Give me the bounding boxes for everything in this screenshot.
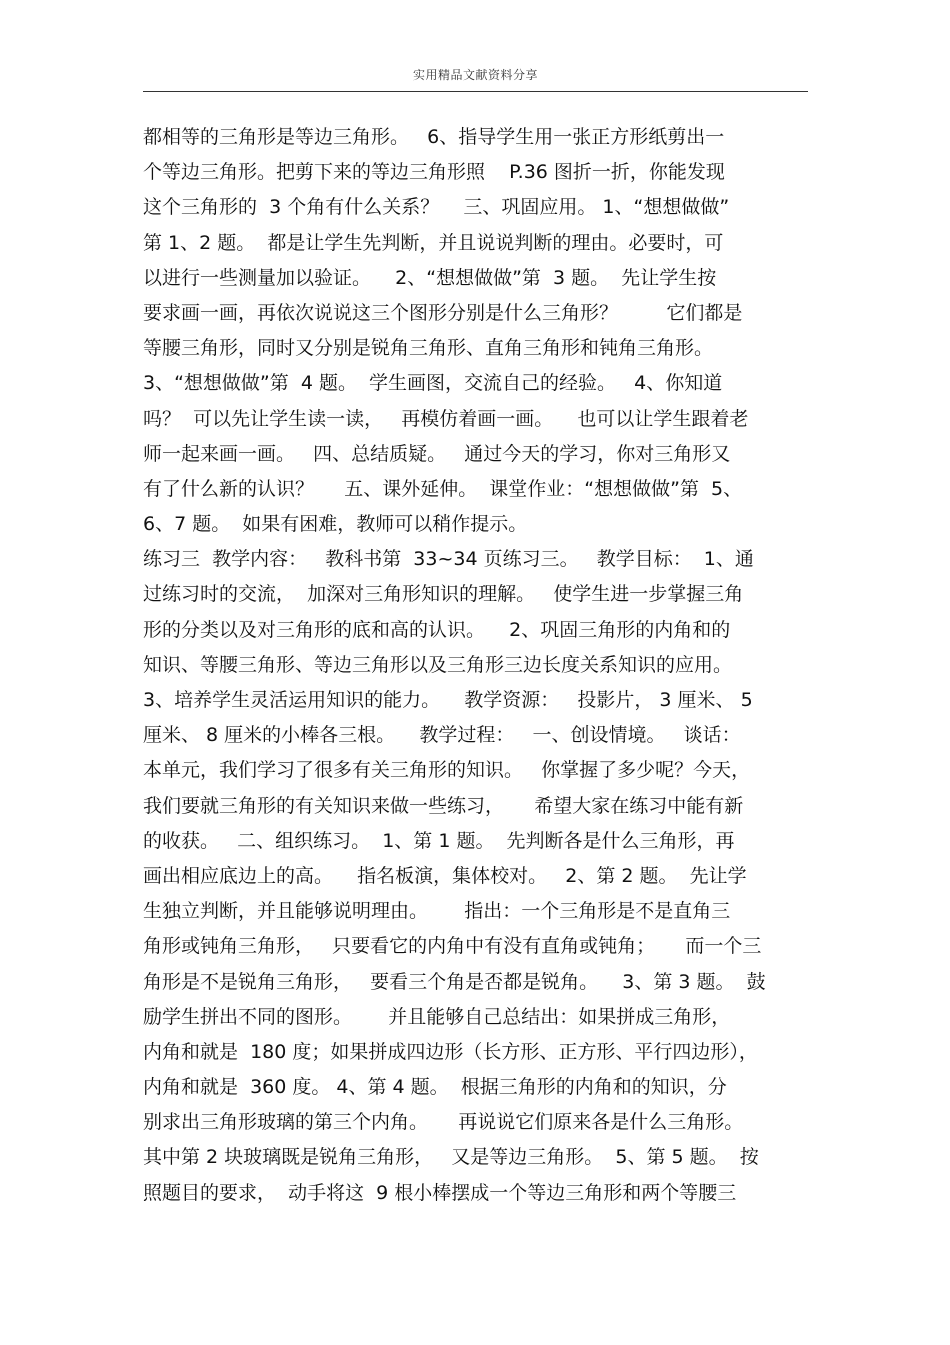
text-line: 等腰三角形，同时又分别是锐角三角形、直角三角形和钝角三角形。 bbox=[143, 337, 714, 360]
text-line: 厘米、 8 厘米的小棒各三根。 教学过程： 一、创设情境。 谈话： bbox=[143, 724, 741, 747]
text-line: 有了什么新的认识？ 五、课外延伸。 课堂作业：“想想做做”第 5、 bbox=[143, 477, 743, 500]
body-text bbox=[143, 120, 813, 1211]
header-divider bbox=[143, 91, 808, 92]
text-line: 角形是不是锐角三角形， 要看三个角是否都是锐角。 3、第 3 题。 鼓 bbox=[143, 970, 766, 993]
text-line: 别求出三角形玻璃的第三个内角。 再说说它们原来各是什么三角形。 bbox=[143, 1111, 744, 1134]
text-line: 知识、等腰三角形、等边三角形以及三角形三边长度关系知识的应用。 bbox=[143, 653, 733, 676]
text-line: 3、“想想做做”第 4 题。 学生画图，交流自己的经验。 4、你知道 bbox=[143, 372, 723, 395]
text-line: 内角和就是 180 度；如果拼成四边形（长方形、正方形、平行四边形）， bbox=[143, 1040, 758, 1063]
text-line: 我们要就三角形的有关知识来做一些练习， 希望大家在练习中能有新 bbox=[143, 794, 744, 817]
text-line: 过练习时的交流， 加深对三角形知识的理解。 使学生进一步掌握三角 bbox=[143, 583, 744, 606]
text-line: 第 1、2 题。 都是让学生先判断，并且说说判断的理由。必要时，可 bbox=[143, 231, 724, 254]
text-line: 3、培养学生灵活运用知识的能力。 教学资源： 投影片， 3 厘米、 5 bbox=[143, 689, 753, 711]
text-line: 这个三角形的 3 个角有什么关系？ 三、巩固应用。 1、“想想做做” bbox=[143, 196, 730, 219]
text-line: 吗？ 可以先让学生读一读， 再模仿着画一画。 也可以让学生跟着老 bbox=[143, 407, 749, 430]
text-line: 以进行一些测量加以验证。 2、“想想做做”第 3 题。 先让学生按 bbox=[143, 266, 717, 289]
text-line: 的收获。 二、组织练习。 1、第 1 题。 先判断各是什么三角形，再 bbox=[143, 829, 735, 852]
text-line: 个等边三角形。把剪下来的等边三角形照 P.36 图折一折，你能发现 bbox=[143, 161, 725, 184]
text-line: 生独立判断，并且能够说明理由。 指出：一个三角形是不是直角三 bbox=[143, 900, 731, 923]
text-line: 内角和就是 360 度。 4、第 4 题。 根据三角形的内角和的知识，分 bbox=[143, 1076, 727, 1099]
text-line: 励学生拼出不同的图形。 并且能够自己总结出：如果拼成三角形， bbox=[143, 1005, 731, 1028]
text-line: 本单元，我们学习了很多有关三角形的知识。 你掌握了多少呢？今天， bbox=[143, 759, 751, 782]
text-line: 其中第 2 块玻璃既是锐角三角形， 又是等边三角形。 5、第 5 题。 按 bbox=[143, 1146, 759, 1169]
text-line: 角形或钝角三角形， 只要看它的内角中有没有直角或钝角； 而一个三 bbox=[143, 935, 762, 958]
page-header-title: 实用精品文献资料分享 bbox=[412, 68, 538, 82]
text-line: 要求画一画，再依次说说这三个图形分别是什么三角形？ 它们都是 bbox=[143, 301, 743, 324]
text-line: 6、7 题。 如果有困难，教师可以稍作提示。 bbox=[143, 513, 528, 536]
text-line: 练习三 教学内容： 教科书第 33~34 页练习三。 教学目标： 1、通 bbox=[143, 548, 754, 571]
text-line: 形的分类以及对三角形的底和高的认识。 2、巩固三角形的内角和的 bbox=[143, 618, 731, 641]
text-line: 照题目的要求， 动手将这 9 根小棒摆成一个等边三角形和两个等腰三 bbox=[143, 1181, 737, 1204]
text-line: 都相等的三角形是等边三角形。 6、指导学生用一张正方形纸剪出一 bbox=[143, 126, 725, 148]
text-line: 师一起来画一画。 四、总结质疑。 通过今天的学习，你对三角形又 bbox=[143, 442, 731, 465]
text-line: 画出相应底边上的高。 指名板演，集体校对。 2、第 2 题。 先让学 bbox=[143, 864, 747, 887]
